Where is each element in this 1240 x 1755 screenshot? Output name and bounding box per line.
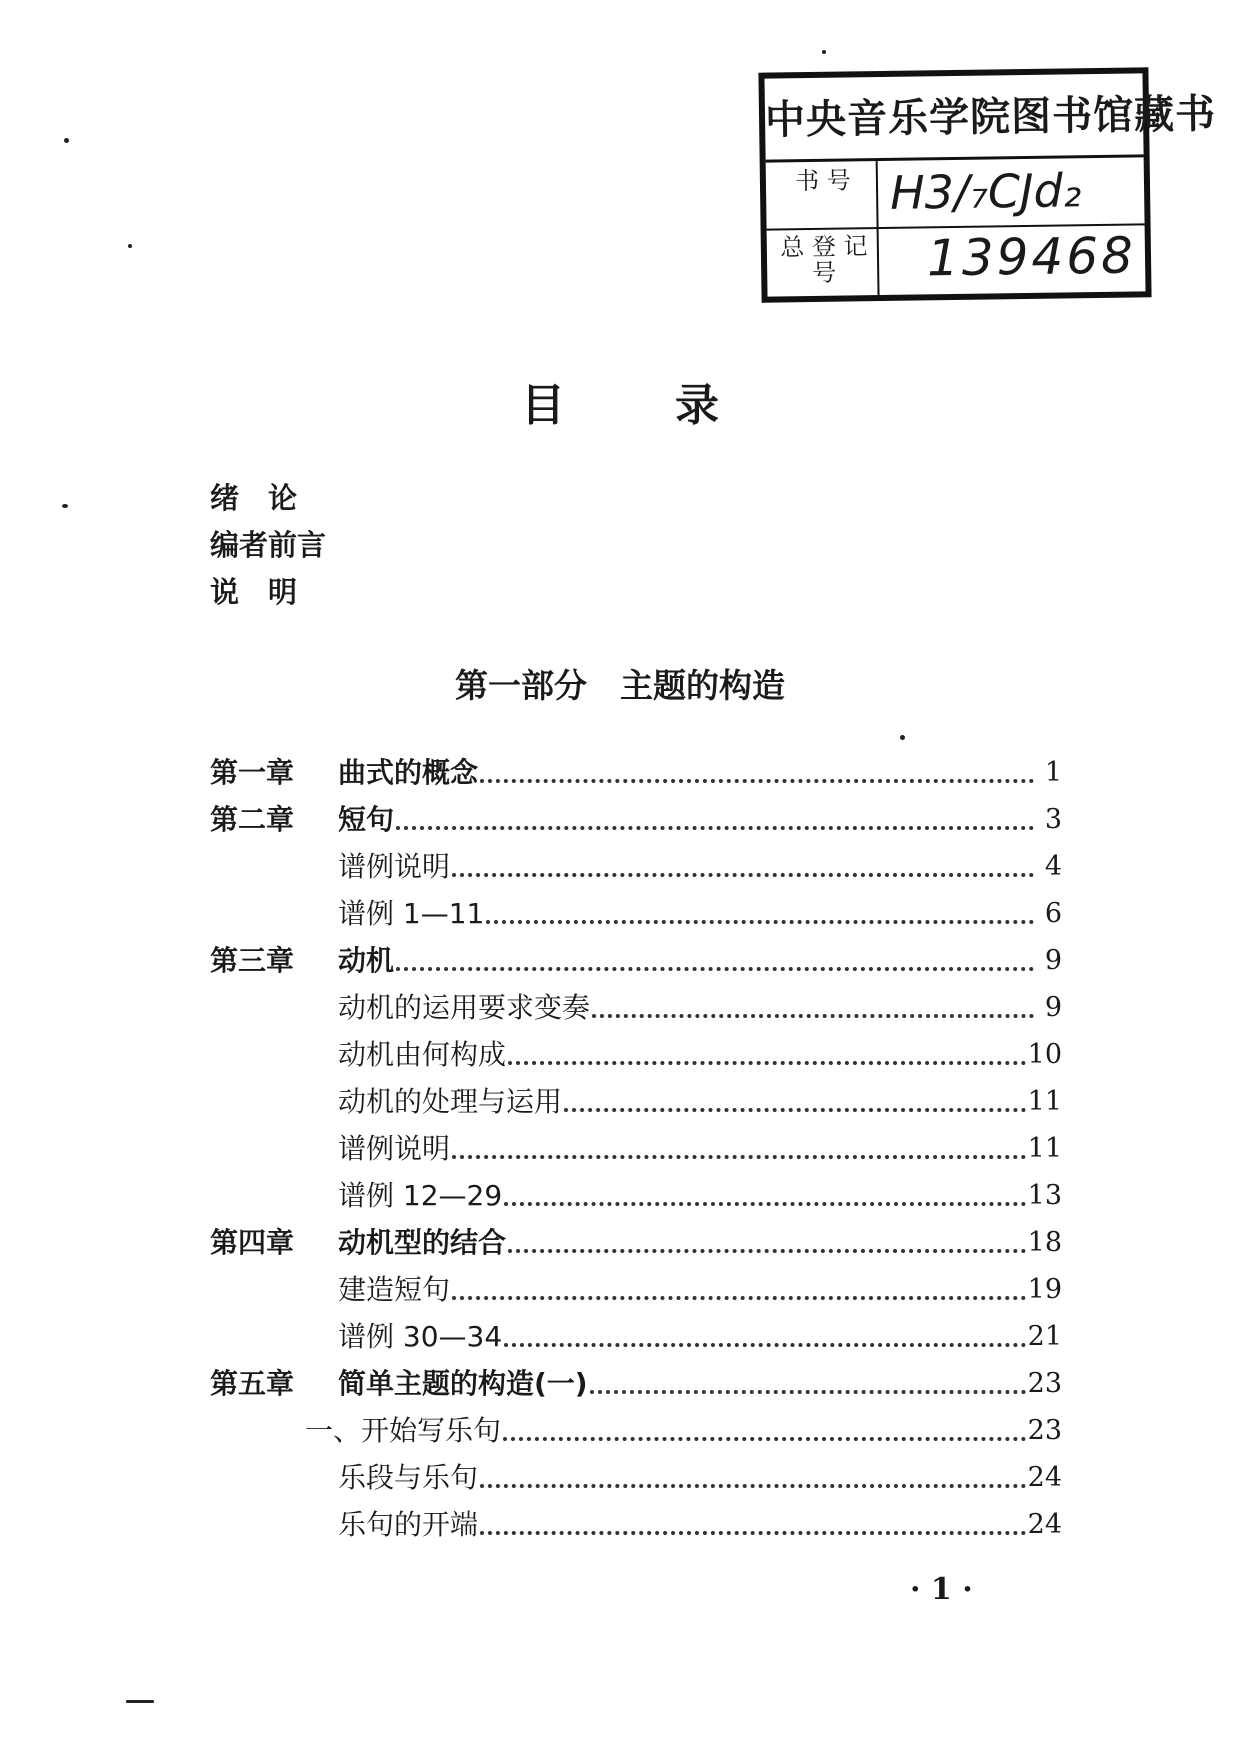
stamp-row-accession-number	[767, 223, 1146, 296]
dot-leader	[396, 967, 1034, 971]
stamp-row-call-number	[766, 157, 1145, 230]
dot-leader	[504, 1343, 1025, 1347]
entry-title: 谱例 1—11	[338, 897, 485, 930]
entry-title: 谱例说明	[338, 1132, 451, 1165]
scan-speck	[822, 50, 826, 54]
scan-speck	[900, 735, 905, 740]
chapter-number: 第二章	[210, 803, 295, 836]
page-number: 21	[1027, 1321, 1062, 1352]
entry-title: 动机由何构成	[338, 1038, 507, 1071]
chapter-number: 第一章	[210, 756, 295, 789]
part-title: 第一部分 主题的构造	[455, 666, 785, 705]
toc-entry[interactable]	[210, 1457, 1062, 1497]
toc-entry[interactable]	[210, 1410, 1062, 1450]
stamp-label-call-number: 书 号	[794, 166, 851, 196]
scan-speck	[64, 138, 69, 143]
page-number: 13	[1027, 1180, 1062, 1211]
toc-entry[interactable]	[210, 1222, 1062, 1262]
entry-title: 乐句的开端	[338, 1508, 479, 1541]
entry-title: 一、开始写乐句	[305, 1414, 502, 1447]
dot-leader	[590, 1390, 1026, 1394]
page-number: 11	[1027, 1086, 1062, 1117]
toc-entry[interactable]	[210, 752, 1062, 792]
page-number: 6	[1044, 898, 1062, 929]
entry-title: 乐段与乐句	[338, 1461, 479, 1494]
dot-leader	[564, 1108, 1026, 1112]
chapter-number: 第四章	[210, 1226, 295, 1259]
page-number: 23	[1027, 1415, 1062, 1446]
dot-leader	[480, 779, 1034, 783]
toc-entry[interactable]	[210, 846, 1062, 886]
toc-entry[interactable]	[210, 1175, 1062, 1215]
chapter-number: 第三章	[210, 944, 295, 977]
toc-entry[interactable]	[210, 1504, 1062, 1544]
folio-page-number: · 1 ·	[910, 1572, 973, 1607]
dot-leader	[508, 1061, 1026, 1065]
page-number: 23	[1027, 1368, 1062, 1399]
stamp-call-number: H3/₇CJd₂	[889, 163, 1082, 220]
toc-entry[interactable]	[210, 940, 1062, 980]
page-number: 3	[1044, 804, 1062, 835]
entry-title: 建造短句	[338, 1273, 451, 1306]
front-matter-item[interactable]: 编者前言	[210, 528, 327, 562]
entry-title: 动机	[338, 944, 395, 977]
entry-title: 动机型的结合	[338, 1226, 507, 1259]
page-number: 24	[1027, 1462, 1062, 1493]
scan-mark	[126, 1700, 154, 1703]
page-title	[0, 378, 1240, 434]
dot-leader	[508, 1249, 1026, 1253]
entry-title: 动机的处理与运用	[338, 1085, 563, 1118]
scan-speck	[62, 504, 68, 508]
page-title-left: 目	[521, 380, 565, 431]
stamp-label-accession-number: 总 登 记 号	[780, 232, 868, 288]
page-number: 4	[1044, 851, 1062, 882]
page-number: 10	[1027, 1039, 1062, 1070]
dot-leader	[452, 1155, 1026, 1159]
page-number: 24	[1027, 1509, 1062, 1540]
front-matter-item[interactable]: 说 明	[210, 575, 298, 609]
entry-title: 谱例 30—34	[338, 1320, 503, 1353]
page-number: 19	[1027, 1274, 1062, 1305]
page-number: 11	[1027, 1133, 1062, 1164]
dot-leader	[452, 1296, 1026, 1300]
page-number: 18	[1027, 1227, 1062, 1258]
toc-entry[interactable]	[210, 1081, 1062, 1121]
page-number: 1	[1044, 757, 1062, 788]
scan-speck	[128, 244, 132, 248]
toc-entry[interactable]	[210, 1034, 1062, 1074]
dot-leader	[480, 1484, 1026, 1488]
dot-leader	[592, 1014, 1034, 1018]
stamp-accession-number: 139468	[926, 226, 1137, 288]
entry-title: 简单主题的构造(一)	[338, 1367, 588, 1400]
page-number: 9	[1044, 945, 1062, 976]
entry-title: 动机的运用要求变奏	[338, 991, 591, 1024]
entry-title: 短句	[338, 803, 395, 836]
dot-leader	[486, 920, 1034, 924]
toc-entry[interactable]	[210, 1316, 1062, 1356]
stamp-title: 中央音乐学院图书馆藏书	[764, 73, 1143, 162]
front-matter-item[interactable]: 绪 论	[210, 481, 298, 515]
entry-title: 谱例 12—29	[338, 1179, 503, 1212]
dot-leader	[504, 1202, 1025, 1206]
toc-entry[interactable]	[210, 1128, 1062, 1168]
dot-leader	[452, 873, 1034, 877]
toc-entry[interactable]	[210, 987, 1062, 1027]
dot-leader	[396, 826, 1034, 830]
entry-title: 曲式的概念	[338, 756, 479, 789]
dot-leader	[503, 1437, 1026, 1441]
toc-entry[interactable]	[210, 1269, 1062, 1309]
page-title-right: 录	[675, 380, 719, 431]
toc-entry[interactable]	[210, 1363, 1062, 1403]
entry-title: 谱例说明	[338, 850, 451, 883]
dot-leader	[480, 1531, 1026, 1535]
toc-entry[interactable]	[210, 799, 1062, 839]
chapter-number: 第五章	[210, 1367, 295, 1400]
library-stamp	[758, 67, 1217, 302]
page-number: 9	[1044, 992, 1062, 1023]
toc-entry[interactable]	[210, 893, 1062, 933]
